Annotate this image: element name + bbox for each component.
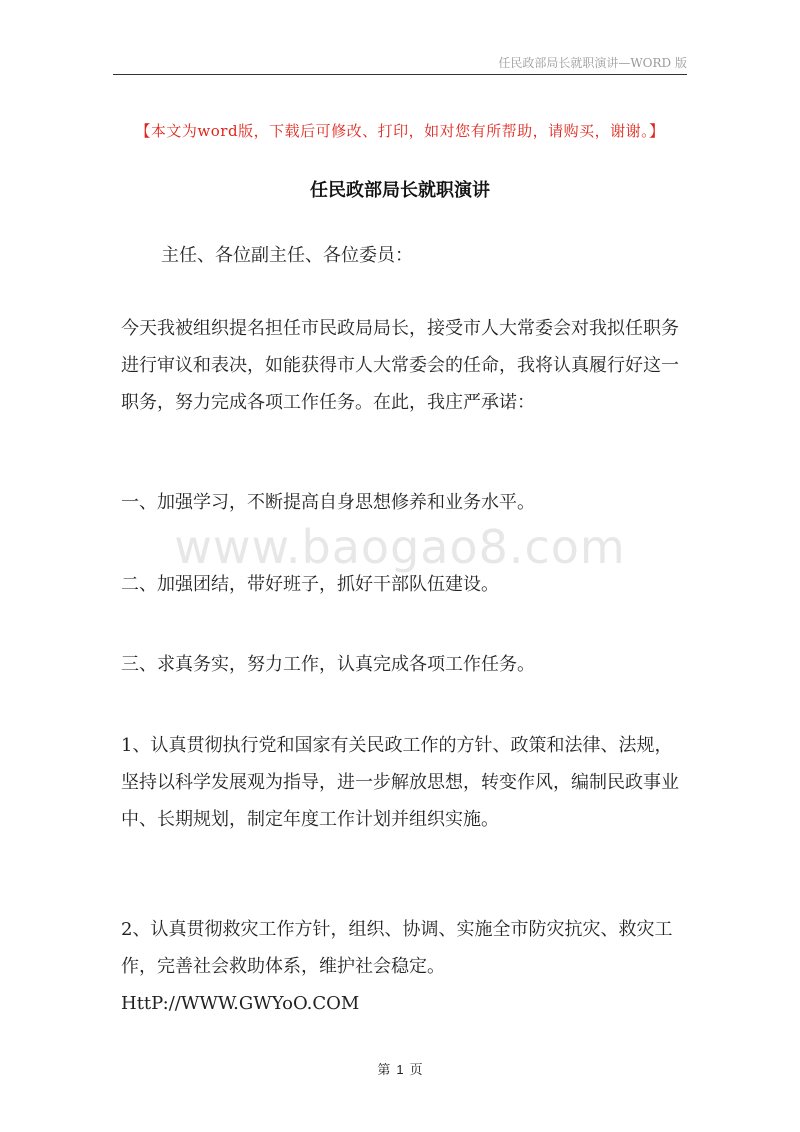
paragraph-6: 2、认真贯彻救灾工作方针，组织、协调、实施全市防灾抗灾、救灾工作，完善社会救助体系，维护社会稳定。HttP://WWW.GWYoO.COM — [121, 919, 673, 1014]
salutation: 主任、各位副主任、各位委员： — [161, 245, 413, 266]
paragraph-2: 一、加强学习，不断提高自身思想修养和业务水平。 — [121, 492, 535, 513]
purchase-notice: 【本文为word版，下载后可修改、打印，如对您有所帮助，请购买，谢谢。】 — [135, 122, 665, 140]
page-suffix: 页 — [409, 1063, 423, 1078]
page-header: 任民政部局长就职演讲—WORD 版 — [498, 56, 687, 70]
header-divider — [113, 74, 687, 75]
paragraph-4: 三、求真务实，努力工作，认真完成各项工作任务。 — [121, 654, 535, 675]
paragraph-1: 今天我被组织提名担任市民政局局长，接受市人大常委会对我拟任职务进行审议和表决，如能获得市人大常委会的任命，我将认真履行好这一职务，努力完成各项工作任务。在此，我庄严承诺： — [121, 318, 679, 413]
page-prefix: 第 — [377, 1063, 391, 1078]
page-footer — [0, 1059, 800, 1078]
document-title: 任民政部局长就职演讲 — [310, 180, 490, 201]
watermark-text: www.baogao8.com — [174, 520, 626, 574]
page-number: 1 — [396, 1062, 404, 1077]
paragraph-3: 二、加强团结，带好班子，抓好干部队伍建设。 — [121, 574, 499, 595]
paragraph-5: 1、认真贯彻执行党和国家有关民政工作的方针、政策和法律、法规，坚持以科学发展观为指导，进一步解放思想，转变作风，编制民政事业中、长期规划，制定年度工作计划并组织实施。 — [121, 735, 679, 830]
